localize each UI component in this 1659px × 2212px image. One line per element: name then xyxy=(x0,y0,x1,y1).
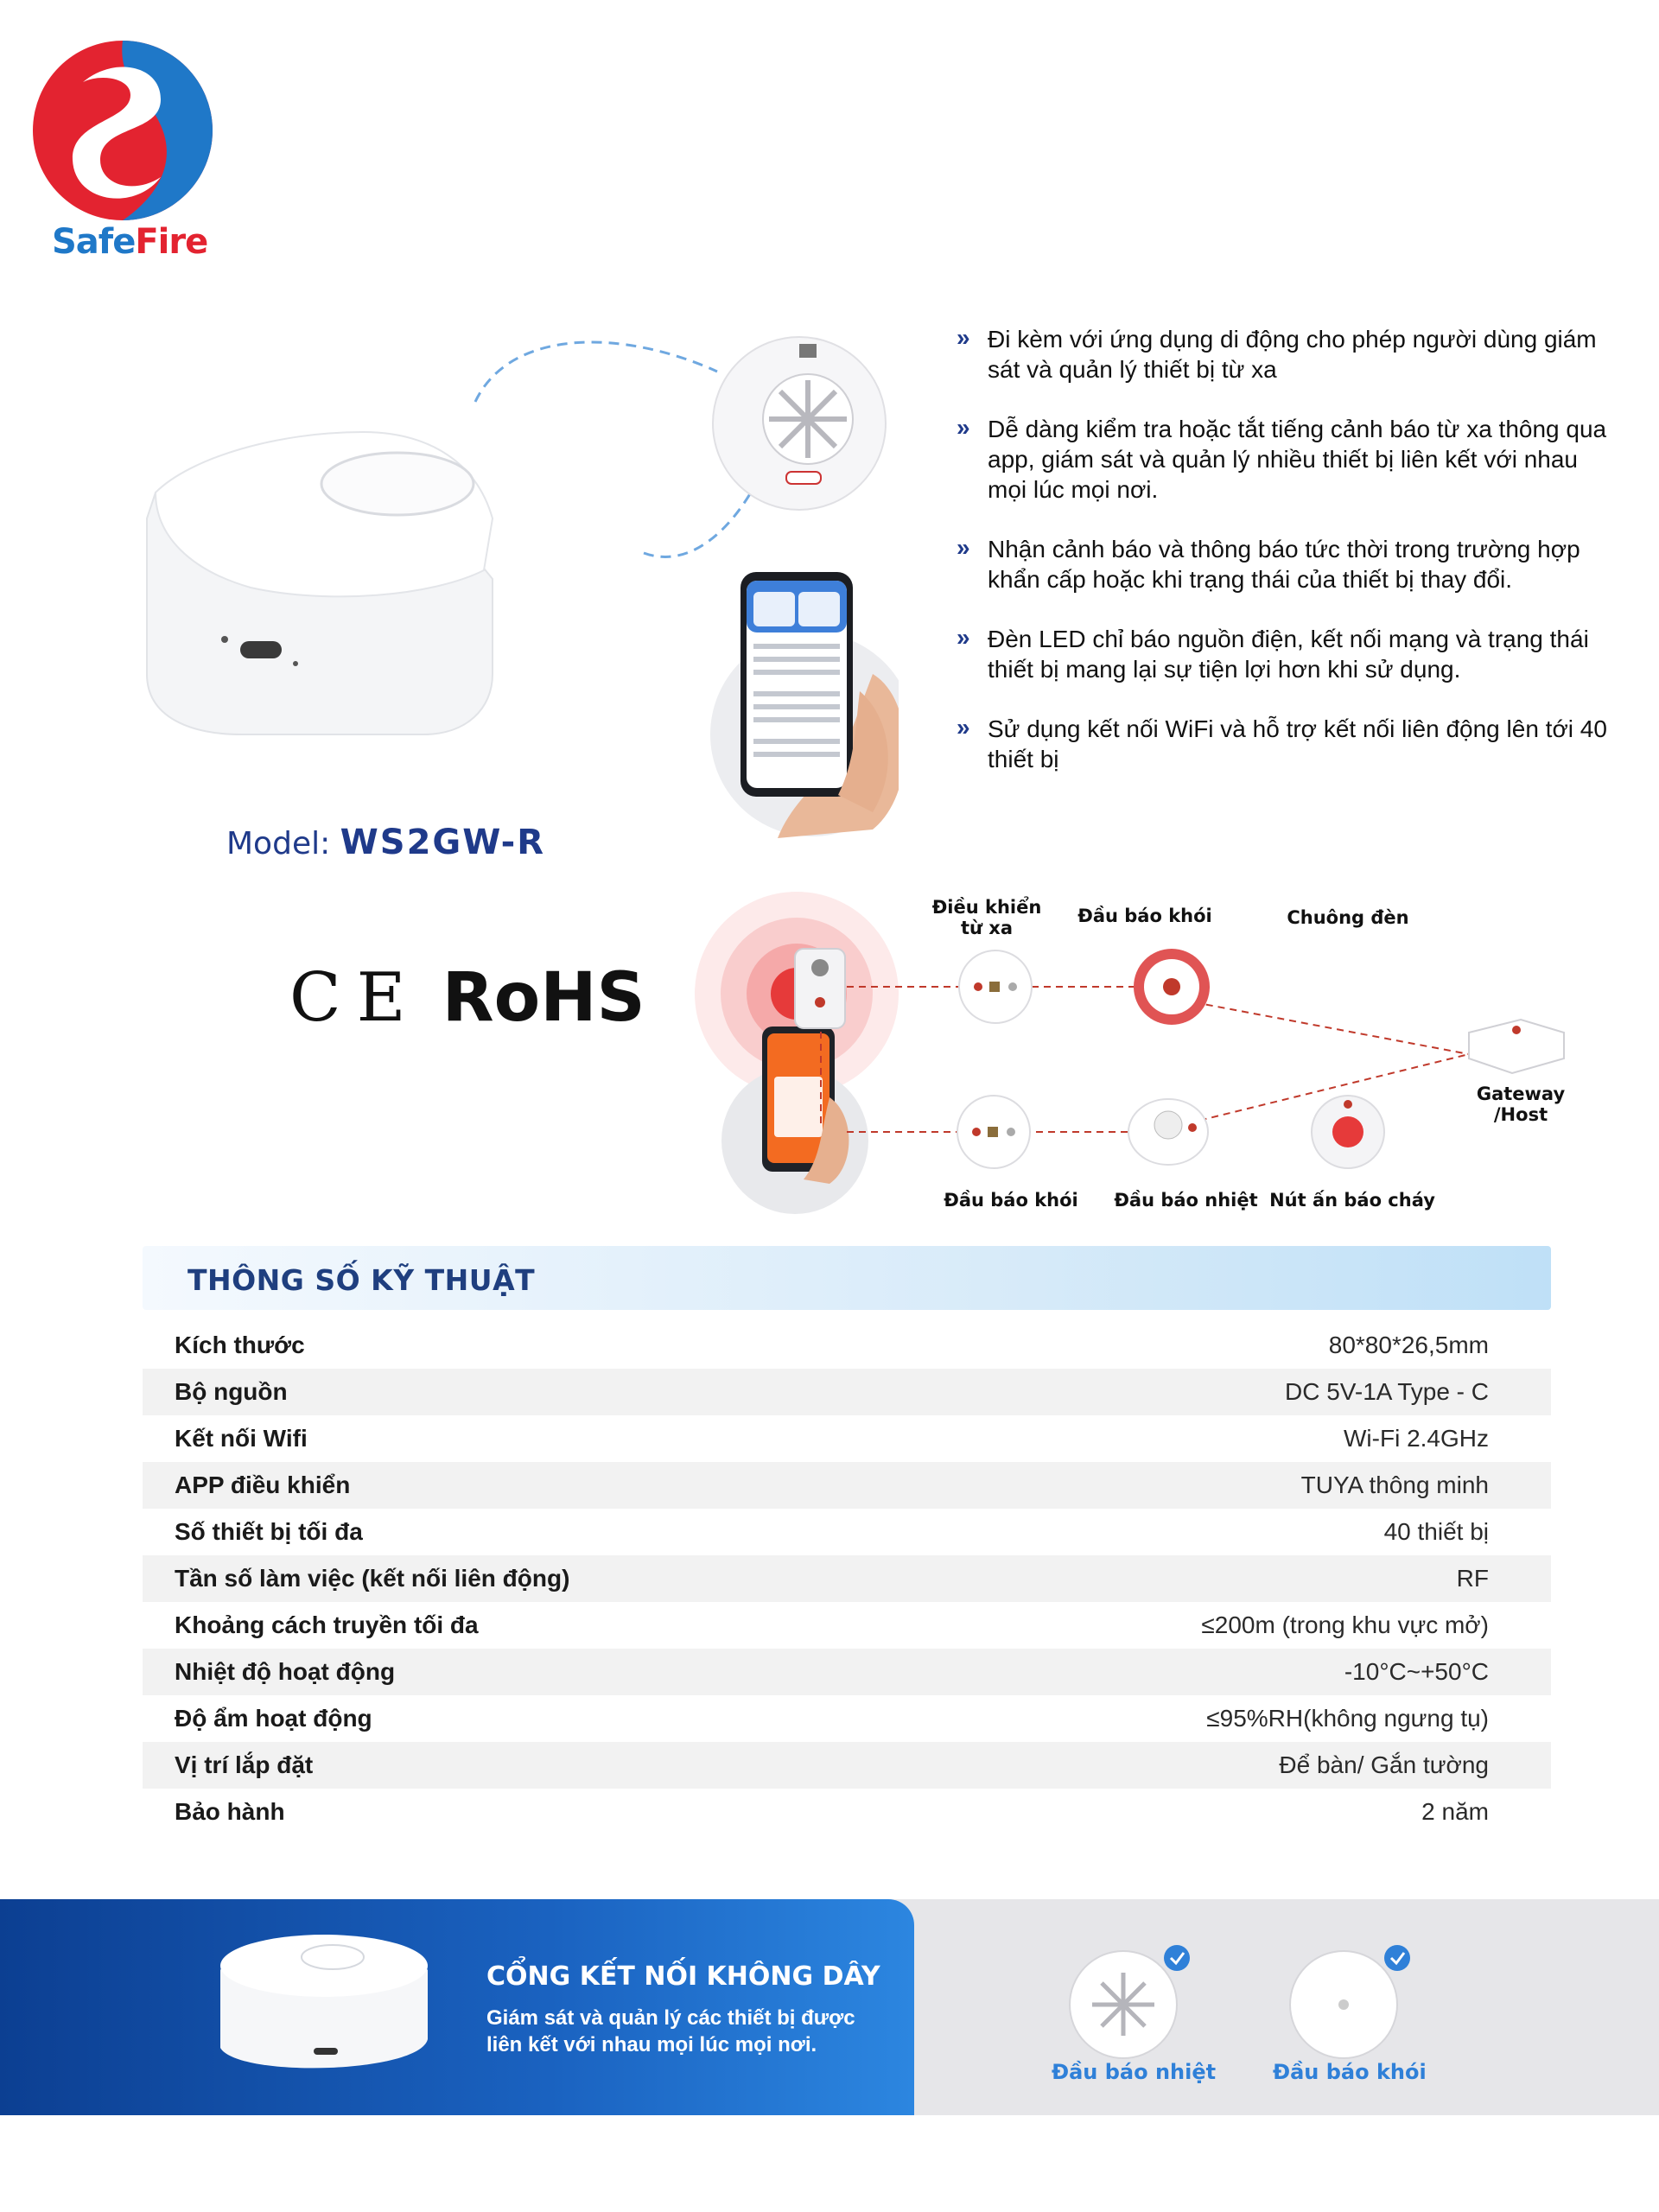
spec-value: 40 thiết bị xyxy=(1383,1518,1489,1545)
feature-text: Dễ dàng kiểm tra hoặc tắt tiếng cảnh báo từ xa thông qua app, giám sát và quản lý nhiều thiết bị liên kết với nhau mọi lúc mọi nơi. xyxy=(988,416,1607,503)
feature-item xyxy=(955,534,1611,594)
label-gateway: Gateway /Host xyxy=(1476,1084,1566,1125)
spec-row xyxy=(143,1602,1551,1649)
spec-title: THÔNG SỐ KỸ THUẬT xyxy=(188,1263,536,1297)
logo-wordmark xyxy=(52,222,207,262)
banner-blue-panel xyxy=(0,1899,914,2115)
spec-row xyxy=(143,1789,1551,1835)
logo-emblem-icon xyxy=(31,39,214,222)
phone-app-icon xyxy=(710,572,899,838)
label-smoke-top: Đầu báo khói xyxy=(1077,906,1212,926)
label-smoke-bottom: Đầu báo khói xyxy=(944,1190,1078,1211)
feature-text: Đèn LED chỉ báo nguồn điện, kết nối mạng và trạng thái thiết bị mang lại sự tiện lợi hơn khi sử dụng. xyxy=(988,626,1589,683)
spec-value: Để bàn/ Gắn tường xyxy=(1279,1751,1489,1778)
spec-label: Tần số làm việc (kết nối liên động) xyxy=(175,1565,570,1592)
spec-row xyxy=(143,1742,1551,1789)
logo-word-safe: Safe xyxy=(52,222,136,262)
connection-diagram xyxy=(691,881,1590,1227)
feature-item xyxy=(955,714,1611,774)
spec-label: Kết nối Wifi xyxy=(175,1425,308,1452)
spec-value: TUYA thông minh xyxy=(1300,1471,1489,1498)
spec-label: Số thiết bị tối đa xyxy=(175,1518,363,1545)
safefire-logo xyxy=(31,39,214,264)
feature-item xyxy=(955,324,1611,385)
spec-row xyxy=(143,1462,1551,1509)
spec-label: Khoảng cách truyền tối đa xyxy=(175,1611,479,1638)
spec-row xyxy=(143,1369,1551,1415)
label-bell: Chuông đèn xyxy=(1287,907,1409,928)
spec-value: 2 năm xyxy=(1421,1798,1489,1825)
bullet-icon: » xyxy=(957,324,970,351)
alarm-bell-icon xyxy=(1134,949,1210,1025)
gateway-icon xyxy=(1469,1020,1564,1073)
feature-item xyxy=(955,414,1611,505)
certification-marks xyxy=(289,959,645,1037)
spec-label: APP điều khiển xyxy=(175,1471,351,1498)
spec-label: Kích thước xyxy=(175,1332,305,1358)
bullet-icon: » xyxy=(957,624,970,651)
spec-value: 80*80*26,5mm xyxy=(1328,1332,1489,1358)
spec-value: RF xyxy=(1456,1565,1489,1592)
ce-mark: CE xyxy=(289,959,422,1037)
feature-text: Đi kèm với ứng dụng di động cho phép người dùng giám sát và quản lý thiết bị từ xa xyxy=(988,326,1597,383)
alarm-phone-icon xyxy=(695,892,899,1214)
model-prefix: Model: xyxy=(226,826,331,861)
spec-row xyxy=(143,1695,1551,1742)
banner-subtitle: Giám sát và quản lý các thiết bị được liên kết với nhau mọi lúc mọi nơi. xyxy=(486,2006,855,2056)
spec-value: ≤95%RH(không ngưng tụ) xyxy=(1206,1705,1489,1732)
spec-label: Nhiệt độ hoạt động xyxy=(175,1658,396,1685)
label-heat: Đầu báo nhiệt xyxy=(1114,1190,1258,1211)
feature-text: Sử dụng kết nối WiFi và hỗ trợ kết nối liên động lên tới 40 thiết bị xyxy=(988,715,1607,772)
promo-banner xyxy=(0,1899,1659,2115)
label-remote: Điều khiển từ xa xyxy=(931,897,1042,938)
spec-label: Độ ẩm hoạt động xyxy=(175,1705,372,1732)
spec-label: Bộ nguồn xyxy=(175,1378,288,1405)
spec-label: Vị trí lắp đặt xyxy=(175,1751,314,1778)
spec-row xyxy=(143,1649,1551,1695)
smoke-detector-icon xyxy=(1274,1934,1413,2072)
spec-row xyxy=(143,1509,1551,1555)
spec-value: ≤200m (trong khu vực mở) xyxy=(1201,1611,1489,1638)
model-number: WS2GW-R xyxy=(340,823,545,862)
heat-detector-icon xyxy=(1128,1099,1208,1165)
label-button: Nút ấn báo cháy xyxy=(1269,1190,1435,1211)
spec-header xyxy=(143,1246,1551,1310)
gateway-hub-icon xyxy=(212,1918,436,2091)
feature-item xyxy=(955,624,1611,684)
product-image xyxy=(138,311,899,864)
heat-detector-icon xyxy=(713,337,886,510)
spec-row xyxy=(143,1415,1551,1462)
model-label xyxy=(226,823,545,862)
spec-value: -10°C~+50°C xyxy=(1344,1658,1489,1685)
smoke-detector-icon xyxy=(957,1096,1030,1168)
bullet-icon: » xyxy=(957,714,970,741)
banner-smoke-caption: Đầu báo khói xyxy=(1273,2060,1427,2084)
remote-control-icon xyxy=(795,949,845,1028)
fire-button-icon xyxy=(1312,1096,1384,1168)
spec-value: Wi-Fi 2.4GHz xyxy=(1344,1425,1489,1452)
smoke-detector-icon xyxy=(959,950,1032,1023)
logo-word-fire: Fire xyxy=(135,222,208,262)
rohs-mark: RoHS xyxy=(442,959,645,1037)
spec-row xyxy=(143,1322,1551,1369)
spec-value: DC 5V-1A Type - C xyxy=(1284,1378,1489,1405)
spec-table xyxy=(143,1322,1551,1835)
banner-heat-caption: Đầu báo nhiệt xyxy=(1052,2060,1217,2084)
bullet-icon: » xyxy=(957,534,970,561)
feature-list xyxy=(955,324,1611,804)
spec-label: Bảo hành xyxy=(175,1798,285,1825)
banner-title: CỔNG KẾT NỐI KHÔNG DÂY xyxy=(486,1961,880,1992)
gateway-hub-icon xyxy=(147,432,493,734)
heat-detector-icon xyxy=(1054,1934,1192,2072)
feature-text: Nhận cảnh báo và thông báo tức thời trong trường hợp khẩn cấp hoặc khi trạng thái của thiết bị thay đổi. xyxy=(988,536,1580,593)
bullet-icon: » xyxy=(957,414,970,441)
spec-row xyxy=(143,1555,1551,1602)
